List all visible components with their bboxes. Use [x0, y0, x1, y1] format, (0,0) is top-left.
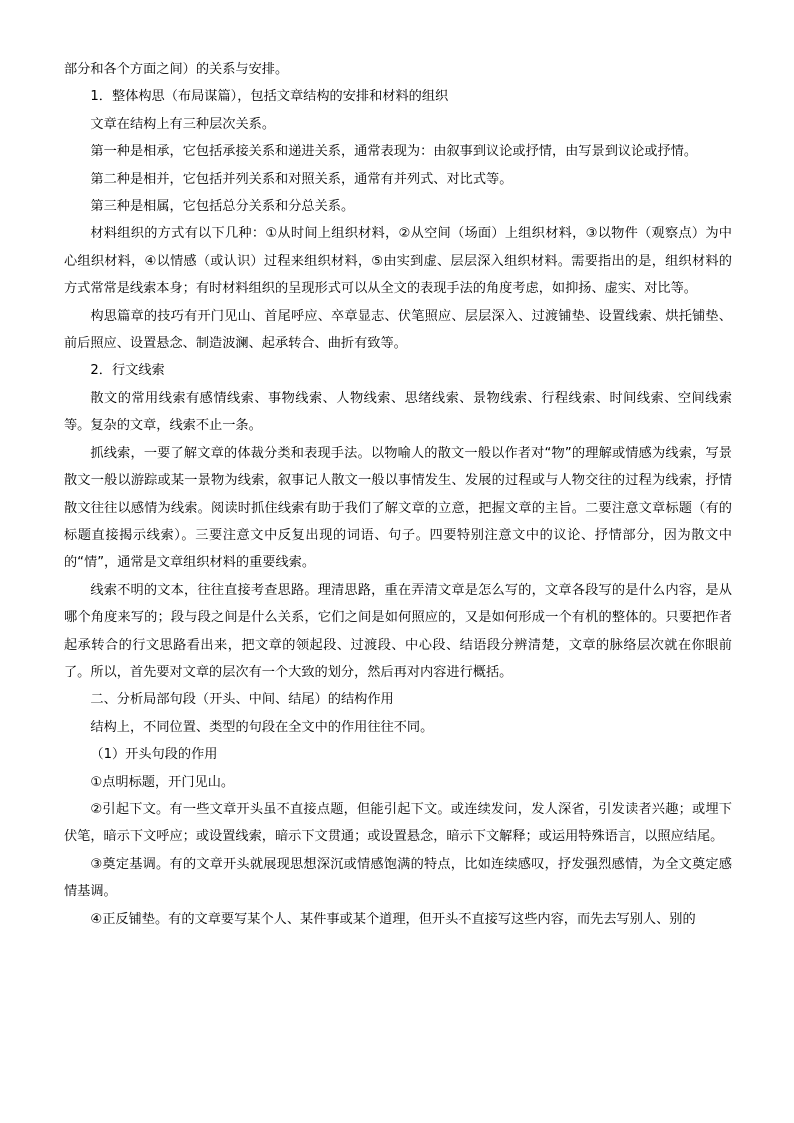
- paragraph: 散文的常用线索有感情线索、事物线索、人物线索、思绪线索、景物线索、行程线索、时间线索、空间线索等。复杂的文章，线索不止一条。: [64, 390, 732, 434]
- section-heading-2: 2．行文线索: [90, 363, 165, 379]
- paragraph: 构思篇章的技巧有开门见山、首尾呼应、卒章显志、伏笔照应、层层深入、过渡铺垫、设置线索、烘托铺垫、前后照应、设置悬念、制造波澜、起承转合、曲折有致等。: [64, 308, 732, 352]
- subheading-opening: （1）开头句段的作用: [90, 747, 218, 763]
- list-item: ①点明标题，开门见山。: [90, 774, 235, 790]
- list-item: ③奠定基调。有的文章开头就展现思想深沉或情感饱满的特点，比如连续感叹，抒发强烈感情，为全文奠定感情基调。: [64, 856, 732, 900]
- paragraph-continuation: 部分和各个方面之间）的关系与安排。: [64, 62, 289, 77]
- document-page: [64, 56, 732, 933]
- paragraph: 材料组织的方式有以下几种：①从时间上组织材料，②从空间（场面）上组织材料，③以物件（观察点）为中心组织材料，④以情感（或认识）过程来组织材料，⑤由实到虚、层层深入组织材料。需要指出的是，组织材料的方式常常是线索本身；有时材料组织的呈现形式可以从全文的表现手法的角度考虑，如抑扬、虚实、对比等。: [64, 226, 732, 297]
- paragraph: 第二种是相并，它包括并列关系和对照关系，通常有并列式、对比式等。: [90, 171, 513, 187]
- paragraph: 第三种是相属，它包括总分关系和分总关系。: [90, 199, 355, 215]
- paragraph: 抓线索，一要了解文章的体裁分类和表现手法。以物喻人的散文一般以作者对“物”的理解或情感为线索，写景散文一般以游踪或某一景物为线索，叙事记人散文一般以事情发生、发展的过程或与人物交往的过程为线索，抒情散文往往以感情为线索。阅读时抓住线索有助于我们了解文章的立意，把握文章的主旨。二要注意文章标题（有的标题直接揭示线索）。三要注意文中反复出现的词语、句子。四要特别注意文中的议论、抒情部分，因为散文中的“情”，通常是文章组织材料的重要线索。: [64, 445, 732, 571]
- paragraph: 文章在结构上有三种层次关系。: [90, 116, 276, 132]
- major-heading-2: 二、分析局部句段（开头、中间、结尾）的结构作用: [90, 692, 394, 708]
- paragraph: 结构上，不同位置、类型的句段在全文中的作用往往不同。: [90, 719, 434, 735]
- section-heading-1: 1．整体构思（布局谋篇），包括文章结构的安排和材料的组织: [90, 89, 449, 105]
- paragraph: 线索不明的文本，往往直接考查思路。理清思路，重在弄清文章是怎么写的，文章各段写的是什么内容，是从哪个角度来写的；段与段之间是什么关系，它们之间是如何照应的，又是如何形成一个有机的整体的。只要把作者起承转合的行文思路看出来，把文章的领起段、过渡段、中心段、结语段分辨清楚，文章的脉络层次就在你眼前了。所以，首先要对文章的层次有一个大致的划分，然后再对内容进行概括。: [64, 582, 732, 680]
- list-item: ②引起下文。有一些文章开头虽不直接点题，但能引起下文。或连续发问，发人深省，引发读者兴趣；或埋下伏笔，暗示下文呼应；或设置线索，暗示下文贯通；或设置悬念，暗示下文解释；或运用特殊语言，以照应结尾。: [64, 801, 732, 845]
- paragraph: 第一种是相承，它包括承接关系和递进关系，通常表现为：由叙事到议论或抒情，由写景到议论或抒情。: [90, 144, 698, 160]
- list-item: ④正反铺垫。有的文章要写某个人、某件事或某个道理，但开头不直接写这些内容，而先去写别人、别的: [90, 911, 696, 927]
